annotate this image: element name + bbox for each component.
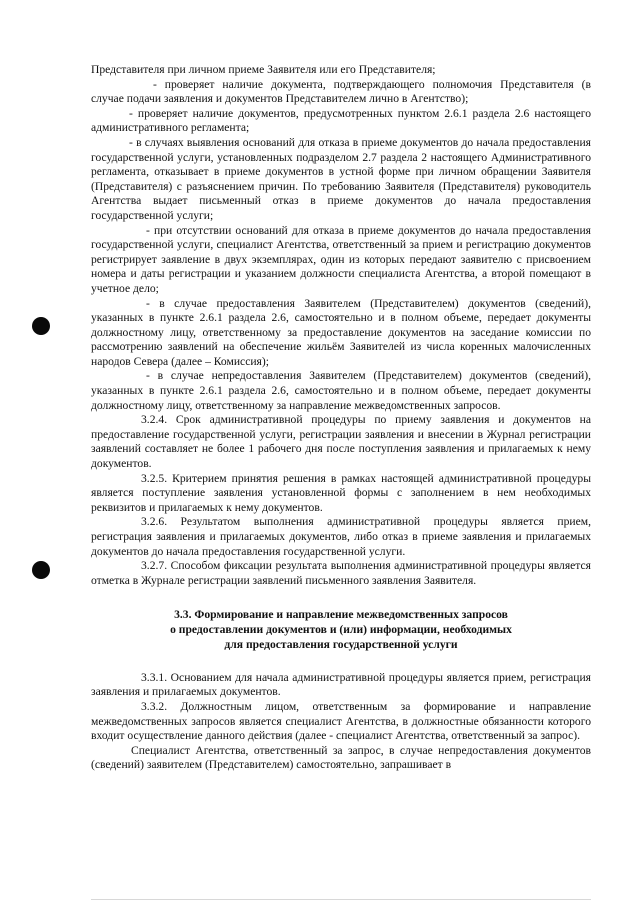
heading-line: для предоставления государственной услуги xyxy=(224,637,458,651)
paragraph: - при отсутствии оснований для отказа в приеме документов до начала предоставления государственной услуги, специалист Агентства, ответственный за прием и регистрацию документов регистрирует заявление в двух экземплярах, один из которых передают заявителю с присвоением номера и даты регистрации и указанием должности специалиста Агентства, а второй помещают в учетное дело; xyxy=(91,223,591,295)
paragraph: 3.2.7. Способом фиксации результата выполнения административной процедуры является отметка в Журнале регистрации заявлений письменного заявления Заявителя. xyxy=(91,559,591,587)
paragraph: - в случае непредоставления Заявителем (Представителем) документов (сведений), указанных в пункте 2.6.1 раздела 2.6, самостоятельно и в полном объеме, передает документы должностному лицу, ответственному за направление межведомственных запросов. xyxy=(91,369,591,412)
paragraph: 3.3.2. Должностным лицом, ответственным за формирование и направление межведомственных запросов является специалист Агентства, в должностные обязанности которого входит осуществление данного действия (далее - специалист Агентства, ответственный за запрос). xyxy=(91,699,591,743)
paragraph: - в случаях выявления оснований для отказа в приеме документов до начала предоставления государственной услуги, установленных подразделом 2.7 раздела 2 настоящего Административного регламента, отказывает в приеме документов в устной форме при личном обращении Заявителя (Представителя) с разъяснением причин. По требованию Заявителя (Представителя) руководитель Агентства выдает письменный отказ в приеме документов до начала предоставления государственной услуги; xyxy=(91,135,591,222)
heading-line: 3.3. Формирование и направление межведомственных запросов xyxy=(174,608,508,622)
page-edge-line xyxy=(91,899,591,900)
paragraph: 3.2.5. Критерием принятия решения в рамках настоящей административной процедуры является поступление заявления установленной формы с заполнением в нем необходимых реквизитов и прилагаемых к нему документов. xyxy=(91,471,591,514)
document-body xyxy=(91,63,591,773)
paragraph: Представителя при личном приеме Заявителя или его Представителя; xyxy=(91,63,436,76)
paragraph: 3.2.6. Результатом выполнения административной процедуры является прием, регистрация заявления и прилагаемых документов, либо отказ в приеме заявления и прилагаемых документов до начала предоставления государственной услуги. xyxy=(91,515,591,558)
paragraph: - проверяет наличие документа, подтверждающего полномочия Представителя (в случае подачи заявления и документов Представителем лично в Агентство); xyxy=(91,77,591,106)
binder-hole-bottom xyxy=(32,561,50,579)
binder-hole-top xyxy=(32,317,50,335)
paragraph: - проверяет наличие документов, предусмотренных пунктом 2.6.1 раздела 2.6 настоящего административного регламента; xyxy=(91,106,591,135)
paragraph: Специалист Агентства, ответственный за запрос, в случае непредоставления документов (сведений) заявителем (Представителем) самостоятельно, запрашивает в xyxy=(91,743,591,772)
paragraph: 3.2.4. Срок административной процедуры по приему заявления и документов на предоставление государственной услуги, регистрации заявления и внесении в Журнал регистрации заявлений составляет не более 1 рабочего дня после поступления заявления и прилагаемых к нему документов. xyxy=(91,413,591,471)
section-heading xyxy=(91,608,591,652)
paragraph: - в случае предоставления Заявителем (Представителем) документов (сведений), указанных в пункте 2.6.1 раздела 2.6, самостоятельно и в полном объеме, передает документы должностному лицу, ответственному за предоставление документов на заседание комиссии по рассмотрению заявлений на обеспечение жильём Заявителей из числа коренных малочисленных народов Севера (далее – Комиссия); xyxy=(91,296,591,368)
paragraph: 3.3.1. Основанием для начала административной процедуры является прием, регистрация заявления и прилагаемых документов. xyxy=(91,670,591,699)
heading-line: о предоставлении документов и (или) информации, необходимых xyxy=(170,623,512,637)
